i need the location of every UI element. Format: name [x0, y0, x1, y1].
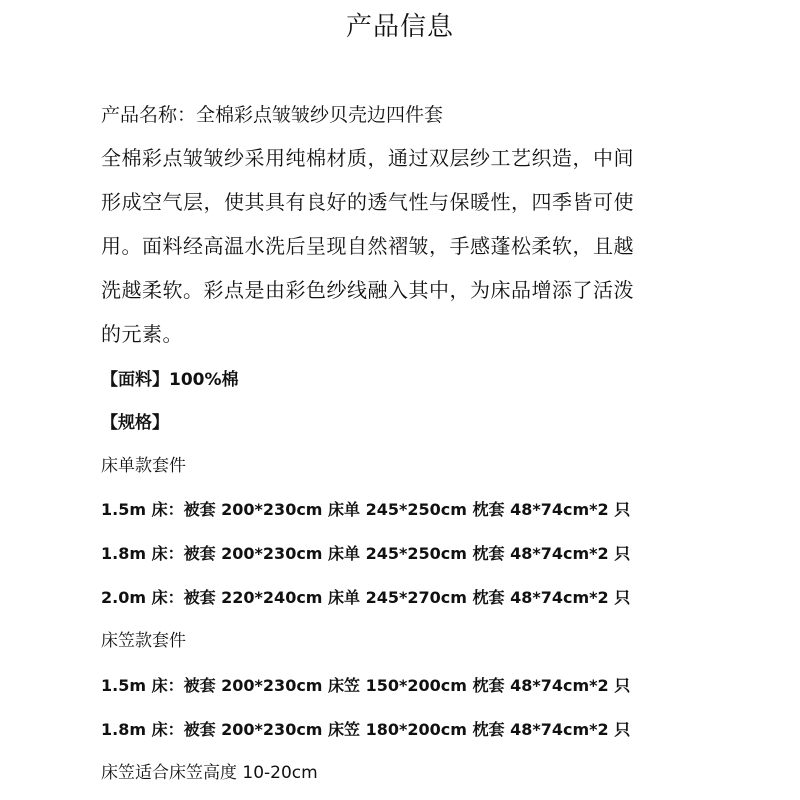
fitted-set-row: 1.8m 床：被套 200*230cm 床笠 180*200cm 枕套 48*74cm*2 只	[101, 720, 631, 739]
fabric-info: 【面料】100%棉	[101, 370, 239, 390]
sheet-set-row: 1.8m 床：被套 200*230cm 床单 245*250cm 枕套 48*74cm*2 只	[101, 544, 631, 563]
description-line: 形成空气层，使其具有良好的透气性与保暖性，四季皆可使	[101, 190, 634, 214]
fitted-set-row: 1.5m 床：被套 200*230cm 床笠 150*200cm 枕套 48*74cm*2 只	[101, 676, 631, 695]
description-line: 的元素。	[101, 322, 183, 346]
page-title: 产品信息	[345, 12, 454, 42]
sheet-set-row: 2.0m 床：被套 220*240cm 床单 245*270cm 枕套 48*74cm*2 只	[101, 588, 631, 607]
description-line: 全棉彩点皱皱纱采用纯棉材质，通过双层纱工艺织造，中间	[101, 146, 634, 170]
fitted-set-heading: 床笠款套件	[101, 631, 186, 651]
product-name: 产品名称：全棉彩点皱皱纱贝壳边四件套	[101, 104, 444, 126]
spec-heading: 【规格】	[101, 413, 169, 433]
sheet-set-row: 1.5m 床：被套 200*230cm 床单 245*250cm 枕套 48*74cm*2 只	[101, 500, 631, 519]
sheet-set-heading: 床单款套件	[101, 456, 186, 476]
description-line: 用。面料经高温水洗后呈现自然褶皱，手感蓬松柔软，且越	[101, 234, 634, 258]
fitted-height-note: 床笠适合床笠高度 10-20cm	[101, 763, 318, 783]
description-line: 洗越柔软。彩点是由彩色纱线融入其中，为床品增添了活泼	[101, 278, 634, 302]
